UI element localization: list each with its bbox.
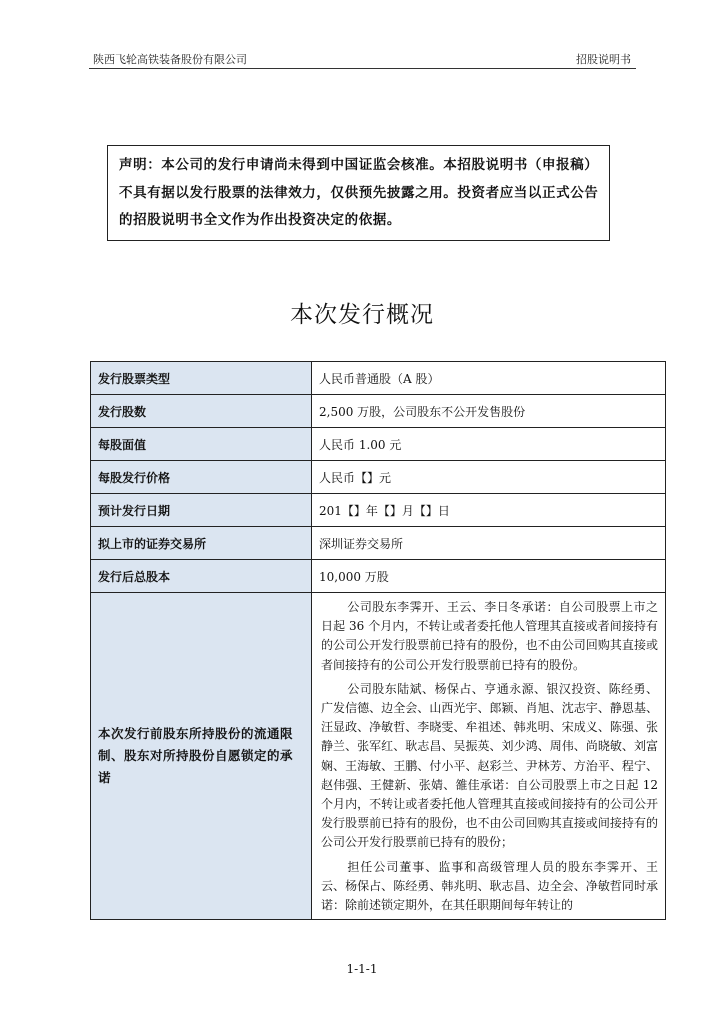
- commitment-paragraph: 公司股东陆斌、杨保占、亨通永源、银汉投资、陈经勇、广发信德、边全会、山西光宇、郎颖、肖旭、沈志宇、静恩基、汪显政、净敏哲、李晓雯、牟祖述、韩兆明、宋成义、陈强、张静兰、张军红、耿志昌、吴振英、刘少鸿、周伟、尚晓敏、刘富娴、王海敏、王鹏、付小平、赵彩兰、尹林芳、方治平、程宁、赵伟强、王健新、张婧、雒佳承诺：自公司股票上市之日起 12 个月内，不转让或者委托他人管理其直接或间接持有的公司公开发行股票前已持有的股份，也不由公司回购其直接或间接持有的公司公开发行股票前已持有的股份；: [321, 681, 658, 850]
- table-row: [91, 395, 666, 428]
- offering-overview-table: [90, 361, 666, 920]
- lockup-commitment-label: 本次发行前股东所持股份的流通限制、股东对所持股份自愿锁定的承诺: [91, 593, 312, 920]
- table-row: [91, 527, 666, 560]
- header-document-type: 招股说明书: [576, 53, 631, 66]
- lockup-commitment-row: [91, 593, 666, 920]
- header-divider: [89, 68, 636, 69]
- table-row: [91, 494, 666, 527]
- lockup-commitment-text: [312, 593, 666, 920]
- row-value: 深圳证券交易所: [312, 527, 666, 560]
- table-row: [91, 560, 666, 593]
- row-label: 预计发行日期: [91, 494, 312, 527]
- disclaimer-notice-box: 声明：本公司的发行申请尚未得到中国证监会核准。本招股说明书（申报稿）不具有据以发行股票的法律效力，仅供预先披露之用。投资者应当以正式公告的招股说明书全文作为作出投资决定的依据。: [107, 145, 610, 241]
- row-value: 人民币普通股（A 股）: [312, 362, 666, 395]
- page-number: 1-1-1: [346, 962, 378, 976]
- row-value: 人民币 1.00 元: [312, 428, 666, 461]
- row-label: 发行后总股本: [91, 560, 312, 593]
- table-row: [91, 362, 666, 395]
- row-value: 2,500 万股，公司股东不公开发售股份: [312, 395, 666, 428]
- row-label: 每股面值: [91, 428, 312, 461]
- commitment-paragraph: 公司股东李霁开、王云、李日冬承诺：自公司股票上市之日起 36 个月内，不转让或者委托他人管理其直接或者间接持有的公司公开发行股票前已持有的股份，也不由公司回购其直接或者间接持有的公司公开发行股票前已持有的股份。: [321, 600, 658, 672]
- row-value: 201【】年【】月【】日: [312, 494, 666, 527]
- row-value: 人民币【】元: [312, 461, 666, 494]
- row-label: 发行股票类型: [91, 362, 312, 395]
- row-label: 发行股数: [91, 395, 312, 428]
- row-value: 10,000 万股: [312, 560, 666, 593]
- table-row: [91, 461, 666, 494]
- commitment-paragraph: 担任公司董事、监事和高级管理人员的股东李霁开、王云、杨保占、陈经勇、韩兆明、耿志昌、边全会、净敏哲同时承诺：除前述锁定期外，在其任职期间每年转让的: [321, 859, 658, 913]
- table-row: [91, 428, 666, 461]
- page-title: 本次发行概况: [290, 302, 434, 328]
- row-label: 每股发行价格: [91, 461, 312, 494]
- header-company-name: 陕西飞轮高铁装备股份有限公司: [93, 53, 247, 66]
- row-label: 拟上市的证券交易所: [91, 527, 312, 560]
